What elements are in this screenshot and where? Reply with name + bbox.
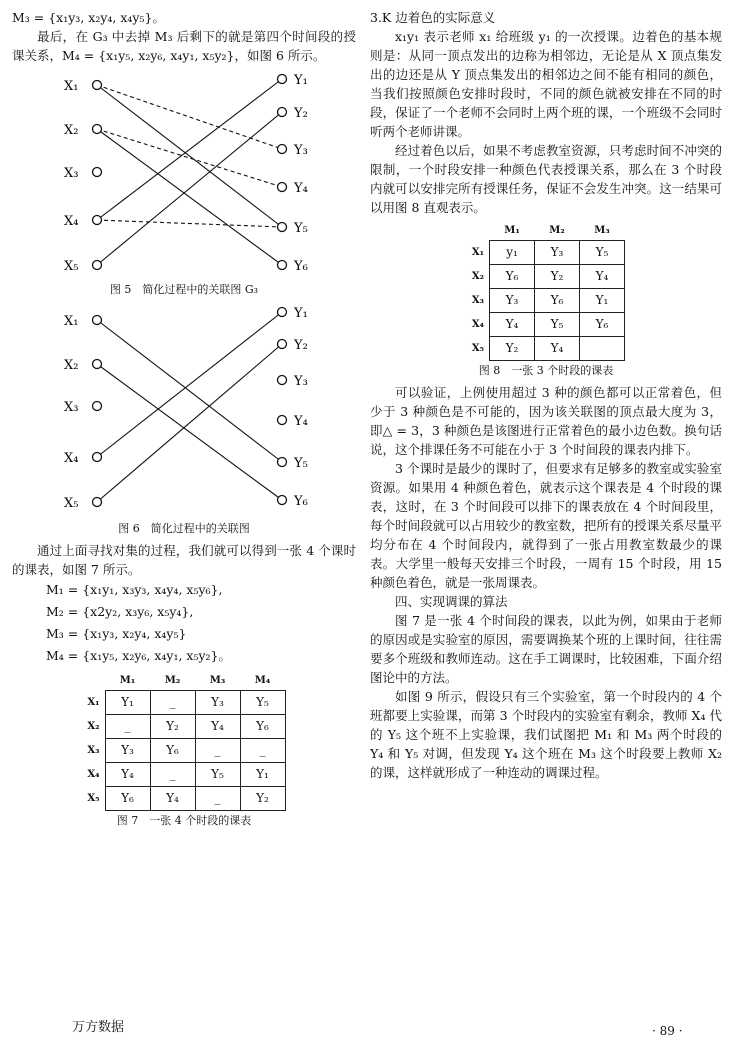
- x-vertex-label: X₃: [64, 166, 79, 181]
- table-cell: Y₆: [490, 265, 535, 289]
- graph-edge: [97, 112, 282, 265]
- table-row-header: X₄: [87, 769, 100, 780]
- table-column-header: M₃: [209, 675, 226, 686]
- y-vertex-label: Y₃: [294, 143, 308, 158]
- y-vertex-label: Y₄: [294, 181, 308, 196]
- y-vertex-label: Y₆: [294, 494, 308, 509]
- x-vertex: [93, 125, 102, 134]
- x-vertex: [93, 81, 102, 90]
- table-row: [83, 763, 286, 787]
- y-vertex: [278, 183, 287, 192]
- x-vertex-label: X₁: [64, 314, 79, 329]
- figure-5: [12, 65, 356, 298]
- section-heading-edge-coloring: 3.K 边着色的实际意义: [370, 10, 496, 25]
- graph-edge: [97, 220, 282, 227]
- graph-edge: [97, 85, 282, 149]
- figure-6: [12, 302, 356, 537]
- figure-7-table: [83, 671, 286, 811]
- x-vertex-label: X₅: [64, 259, 79, 274]
- table-row-header: X₃: [471, 295, 485, 306]
- table-row: [467, 265, 625, 289]
- graph-edge: [97, 85, 282, 227]
- figure-6-caption: 图 6 简化过程中的关联图: [118, 522, 250, 535]
- y-vertex-label: Y₄: [294, 414, 308, 429]
- table-cell: Y₂: [490, 337, 535, 361]
- table-cell: Y₁: [240, 763, 285, 787]
- table-cell: Y₃: [490, 289, 535, 313]
- equation-m2: M₂ = {x2y₂, x₃y₆, x₅y₄},: [46, 604, 194, 619]
- table-row: [83, 787, 286, 811]
- x-vertex: [93, 261, 102, 270]
- table-row-header: X₁: [87, 697, 100, 708]
- figure-7: [12, 671, 356, 829]
- figure-6-graph: [12, 302, 356, 514]
- table-row: [467, 241, 625, 265]
- paragraph-schedule-intro: 通过上面寻找对集的过程，我们就可以得到一张 4 个课时的课表，如图 7 所示。: [12, 543, 356, 577]
- y-vertex: [278, 108, 287, 117]
- table-cell: Y₃: [105, 739, 150, 763]
- table-row-header: X₅: [471, 343, 485, 354]
- table-cell: y₁: [490, 241, 535, 265]
- equation-m3: M₃ = {x₁y₃, x₂y₄, x₄y₅}: [46, 626, 187, 641]
- y-vertex: [278, 340, 287, 349]
- paragraph-three-periods: 经过着色以后，如果不考虑教室资源，只考虑时间不冲突的限制，一个时段安排一种颜色代表授课关系，那么在 3 个时段内就可以安排完所有授课任务，保证不会发生冲突。这一结果可以用图 8 直观表示。: [370, 143, 722, 215]
- table-cell: Y₅: [195, 763, 240, 787]
- x-vertex-label: X₂: [64, 123, 79, 138]
- m3-formula: M₃ = {x₁y₃, x₂y₄, x₄y₅}。: [12, 10, 165, 25]
- table-cell: Y₄: [105, 763, 150, 787]
- y-vertex: [278, 416, 287, 425]
- page-number: · 89 ·: [652, 1024, 683, 1038]
- table-row: [83, 739, 286, 763]
- y-vertex-label: Y₁: [294, 306, 308, 321]
- x-vertex-label: X₄: [64, 214, 79, 229]
- table-row: [467, 289, 625, 313]
- table-column-header: M₃: [594, 225, 610, 236]
- x-vertex-label: X₁: [64, 79, 79, 94]
- right-column: [370, 8, 722, 782]
- y-vertex: [278, 458, 287, 467]
- table-cell: _: [150, 763, 195, 787]
- figure-7-caption: 图 7 一张 4 个时段的课表: [116, 814, 252, 827]
- table-cell: Y₅: [240, 691, 285, 715]
- figure-5-graph: [12, 65, 356, 275]
- graph-edge: [97, 129, 282, 187]
- y-vertex: [278, 261, 287, 270]
- table-corner: [467, 221, 490, 241]
- paragraph-edge-coloring-rules: x₁y₁ 表示老师 x₁ 给班级 y₁ 的一次授课。边着色的基本规则是：从同一顶点发出的边称为相邻边，无论是从 X 顶点集发出的边还是从 Y 顶点集发出的相邻边之间不能有相同的颜色，当我们按照颜色安排时段时，不同的颜色就被安排在不同的时段，保证了一个老师不会同时上两个班的课，一个班级不会同时听两个老师讲课。: [370, 29, 722, 139]
- table-cell: Y₆: [150, 739, 195, 763]
- table-cell: Y₆: [105, 787, 150, 811]
- paragraph-figure-9: 如图 9 所示，假设只有三个实验室，第一个时段内的 4 个班都要上实验课，而第 3 个时段内的实验室有剩余，教师 X₄ 代的 Y₅ 这个班不上实验课，我们试图把 M₁ 和 M₃ 两个时段的 Y₄ 和 Y₅ 对调，但发现 Y₄ 这个班在 M₃ 这个时段要上教师 X₂ 的课，这样就形成了一种连动的调课过程。: [370, 689, 722, 780]
- y-vertex-label: Y₃: [294, 374, 308, 389]
- table-column-header: M₂: [164, 675, 181, 686]
- table-cell: Y₄: [150, 787, 195, 811]
- y-vertex-label: Y₅: [294, 456, 308, 471]
- table-row-header: X₂: [87, 721, 100, 732]
- x-vertex: [93, 316, 102, 325]
- table-row: [467, 337, 625, 361]
- x-vertex-label: X₄: [64, 451, 79, 466]
- paragraph-verification: 可以验证，上例使用超过 3 种的颜色都可以正常着色，但少于 3 种颜色是不可能的，因为该关联图的顶点最大度为 3，即△ = 3，3 种颜色是该图进行正常着色的最小边色数。换句话说，这个排课任务不可能在小于 3 个时间段的课表内排下。: [370, 385, 722, 457]
- table-cell: Y₃: [535, 241, 580, 265]
- table-cell: Y₅: [535, 313, 580, 337]
- table-row: [83, 715, 286, 739]
- table-column-header: M₂: [549, 225, 565, 236]
- table-row-header: X₃: [87, 745, 100, 756]
- table-row: [467, 313, 625, 337]
- figure-8-caption: 图 8 一张 3 个时段的课表: [478, 364, 614, 377]
- y-vertex: [278, 496, 287, 505]
- x-vertex: [93, 216, 102, 225]
- x-vertex: [93, 453, 102, 462]
- table-column-header: M₁: [504, 225, 520, 236]
- figure-5-caption: 图 5 简化过程中的关联图 G₃: [109, 283, 259, 296]
- y-vertex-label: Y₅: [294, 221, 308, 236]
- y-vertex-label: Y₆: [294, 259, 308, 274]
- table-cell: Y₁: [105, 691, 150, 715]
- table-cell: Y₆: [535, 289, 580, 313]
- x-vertex: [93, 360, 102, 369]
- table-cell: Y₃: [195, 691, 240, 715]
- footer-source: 万方数据: [72, 1020, 125, 1035]
- y-vertex: [278, 145, 287, 154]
- table-cell: _: [195, 787, 240, 811]
- x-vertex: [93, 498, 102, 507]
- table-row: [83, 691, 286, 715]
- y-vertex: [278, 223, 287, 232]
- table-cell: Y₄: [580, 265, 625, 289]
- table-cell: [580, 337, 625, 361]
- table-cell: Y₆: [580, 313, 625, 337]
- table-cell: Y₁: [580, 289, 625, 313]
- table-cell: Y₄: [490, 313, 535, 337]
- y-vertex: [278, 308, 287, 317]
- left-column: [12, 8, 356, 833]
- table-cell: _: [195, 739, 240, 763]
- table-cell: Y₂: [535, 265, 580, 289]
- table-cell: _: [105, 715, 150, 739]
- table-column-header: M₁: [119, 675, 136, 686]
- table-row-header: X₂: [471, 271, 485, 282]
- table-cell: Y₂: [150, 715, 195, 739]
- paragraph-adjust-intro: 图 7 是一张 4 个时间段的课表，以此为例，如果由于老师的原因或是实验室的原因，需要调换某个班的上课时间，往往需要多个班级和教师连动。这在手工调课时，比较困难，下面介绍图论中的方法。: [370, 613, 722, 685]
- paragraph-classroom-resources: 3 个课时是最少的课时了，但要求有足够多的教室或实验室资源。如果用 4 种颜色着色，就表示这个课表是 4 个时段的课表，这时，在 3 个时间段可以排下的课表放在 4 个时间段里，每个时间段就可以占用较少的教室数，把所有的授课关系尽量平均分布在 4 个时间段内，就得到了一张占用教室数最少的课表。大学里一般每天安排三个时段，一周有 15 个时段，用 15 种颜色着色，就是一张周课表。: [370, 461, 722, 590]
- table-column-header: M₄: [254, 675, 271, 686]
- table-corner: [83, 671, 106, 691]
- table-cell: Y₄: [195, 715, 240, 739]
- x-vertex-label: X₅: [64, 496, 79, 511]
- x-vertex-label: X₂: [64, 358, 79, 373]
- y-vertex-label: Y₂: [294, 338, 308, 353]
- x-vertex-label: X₃: [64, 400, 79, 415]
- table-cell: Y₅: [580, 241, 625, 265]
- table-cell: _: [240, 739, 285, 763]
- table-cell: Y₂: [240, 787, 285, 811]
- y-vertex-label: Y₂: [294, 106, 308, 121]
- table-row-header: X₄: [471, 319, 485, 330]
- graph-edge: [97, 344, 282, 502]
- section-heading-algorithm: 四、实现调课的算法: [395, 594, 508, 609]
- figure-8: [370, 221, 722, 379]
- figure-8-table: [467, 221, 625, 361]
- y-vertex: [278, 75, 287, 84]
- y-vertex: [278, 376, 287, 385]
- table-cell: _: [150, 691, 195, 715]
- x-vertex: [93, 168, 102, 177]
- equation-list: [12, 579, 356, 667]
- table-cell: Y₆: [240, 715, 285, 739]
- x-vertex: [93, 402, 102, 411]
- y-vertex-label: Y₁: [294, 73, 308, 88]
- equation-m4: M₄ = {x₁y₅, x₂y₆, x₄y₁, x₅y₂}。: [46, 648, 232, 663]
- graph-edge: [97, 320, 282, 462]
- table-cell: Y₄: [535, 337, 580, 361]
- table-row-header: X₁: [471, 247, 485, 258]
- paragraph-m4: 最后，在 G₃ 中去掉 M₃ 后剩下的就是第四个时间段的授课关系，M₄ = {x₁y₅, x₂y₆, x₄y₁, x₅y₂}，如图 6 所示。: [12, 29, 356, 63]
- table-row-header: X₅: [87, 793, 100, 804]
- equation-m1: M₁ = {x₁y₁, x₃y₃, x₄y₄, x₅y₆},: [46, 582, 223, 597]
